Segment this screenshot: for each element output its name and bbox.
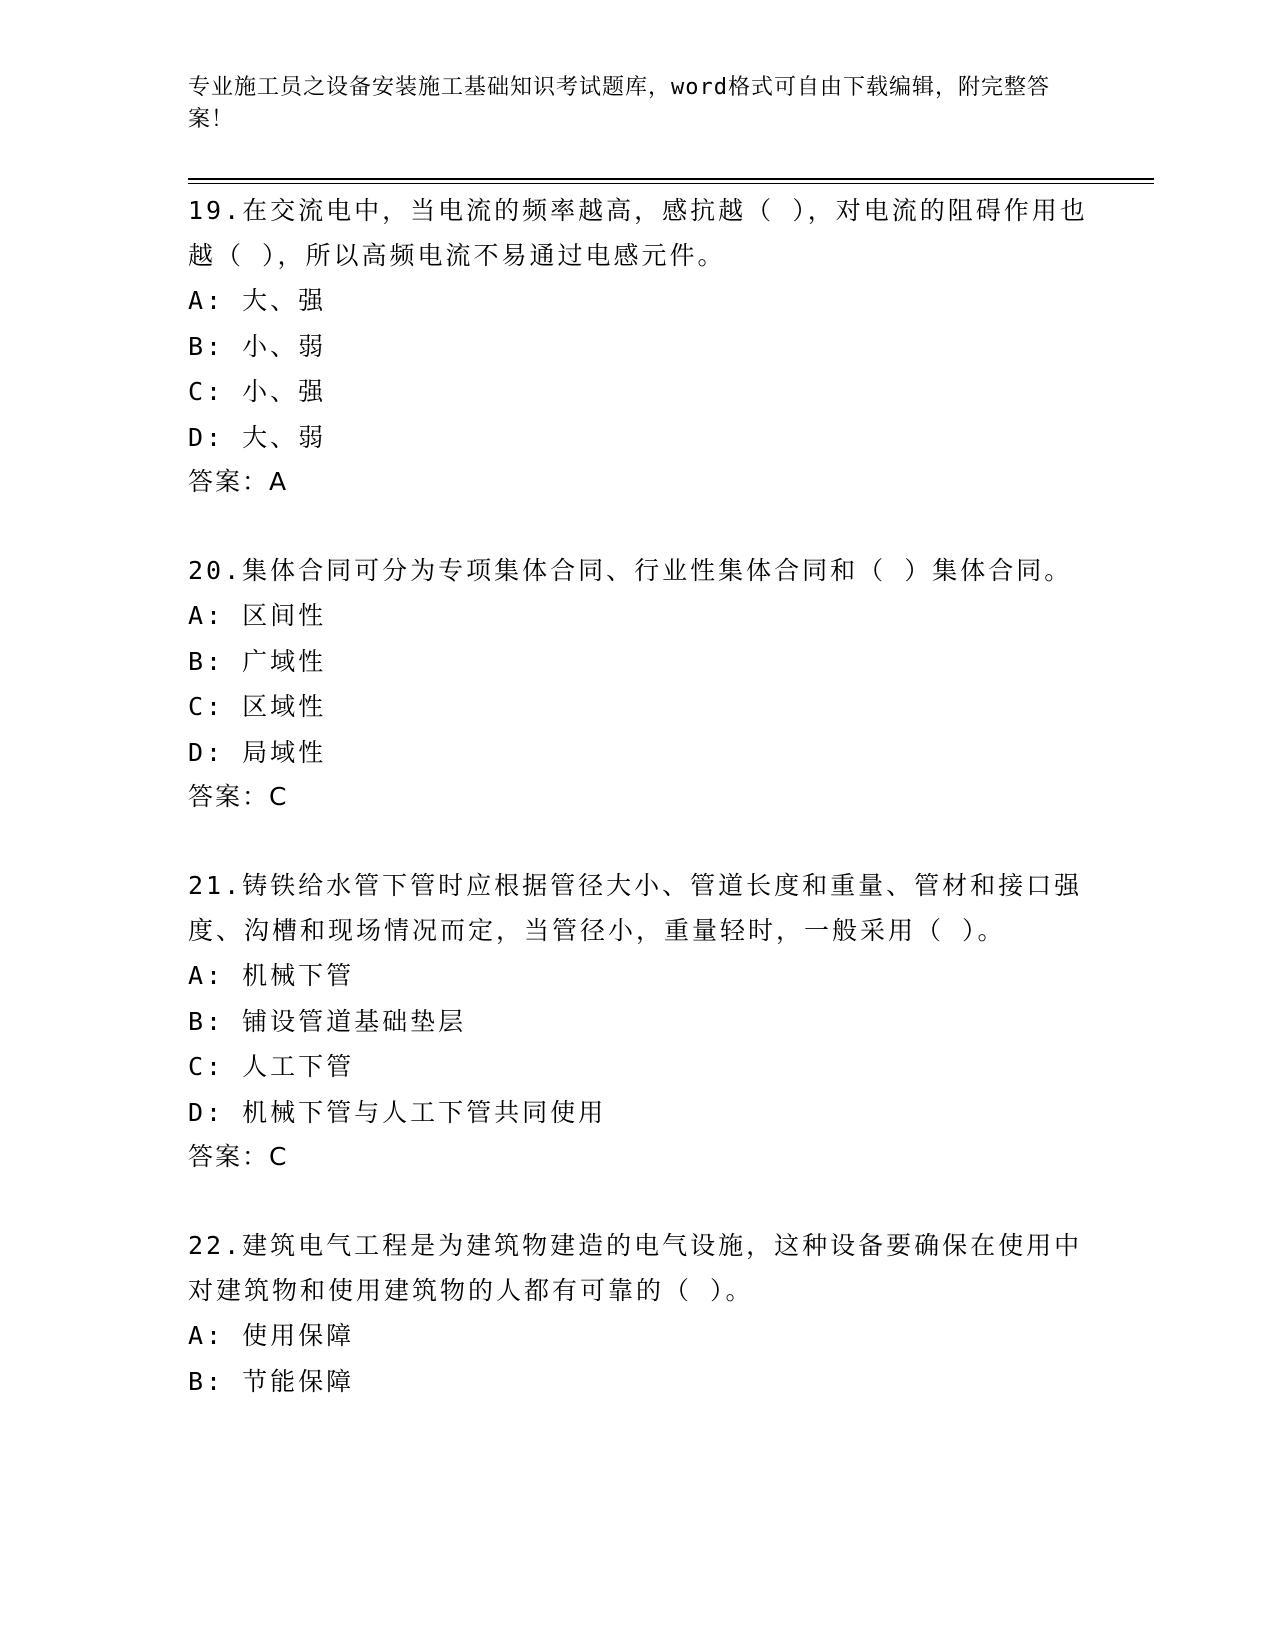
option-d: D: 大、弱 bbox=[188, 422, 327, 452]
option-d: D: 机械下管与人工下管共同使用 bbox=[188, 1097, 607, 1127]
header-divider-thick bbox=[188, 178, 1154, 180]
answer-line: 答案：C bbox=[188, 782, 289, 811]
question-spacer bbox=[188, 1179, 1088, 1223]
question-spacer bbox=[188, 504, 1088, 548]
answer-line: 答案：C bbox=[188, 1142, 289, 1171]
question-spacer bbox=[188, 819, 1088, 863]
document-header bbox=[188, 72, 1068, 136]
option-d: D: 局域性 bbox=[188, 737, 327, 767]
question-text: 22.建筑电气工程是为建筑物建造的电气设施，这种设备要确保在使用中对建筑物和使用建筑物的人都有可靠的（ ）。 bbox=[188, 1231, 1083, 1305]
option-c: C: 小、强 bbox=[188, 377, 327, 406]
option-b: B: 广域性 bbox=[188, 646, 327, 676]
option-a: A: 大、强 bbox=[188, 286, 327, 315]
question-20 bbox=[188, 548, 1088, 819]
question-list bbox=[188, 188, 1088, 1404]
option-c: C: 人工下管 bbox=[188, 1052, 355, 1081]
answer-line: 答案：A bbox=[188, 467, 289, 496]
question-21 bbox=[188, 863, 1088, 1179]
question-text: 21.铸铁给水管下管时应根据管径大小、管道长度和重量、管材和接口强度、沟槽和现场情况而定，当管径小，重量轻时，一般采用（ ）。 bbox=[188, 871, 1083, 945]
header-title: 专业施工员之设备安装施工基础知识考试题库，word格式可自由下载编辑，附完整答案！ bbox=[188, 75, 1050, 132]
question-text: 20.集体合同可分为专项集体合同、行业性集体合同和（ ）集体合同。 bbox=[188, 556, 1073, 585]
option-a: A: 区间性 bbox=[188, 601, 327, 630]
question-text: 19.在交流电中，当电流的频率越高，感抗越（ ），对电流的阻碍作用也越（ ），所以高频电流不易通过电感元件。 bbox=[188, 196, 1088, 270]
option-b: B: 铺设管道基础垫层 bbox=[188, 1006, 467, 1036]
option-b: B: 小、弱 bbox=[188, 331, 327, 361]
question-22 bbox=[188, 1223, 1088, 1404]
option-c: C: 区域性 bbox=[188, 692, 327, 721]
option-a: A: 使用保障 bbox=[188, 1321, 355, 1350]
option-a: A: 机械下管 bbox=[188, 961, 355, 990]
option-b: B: 节能保障 bbox=[188, 1366, 355, 1396]
header-divider-thin bbox=[188, 183, 1154, 184]
question-19 bbox=[188, 188, 1088, 504]
